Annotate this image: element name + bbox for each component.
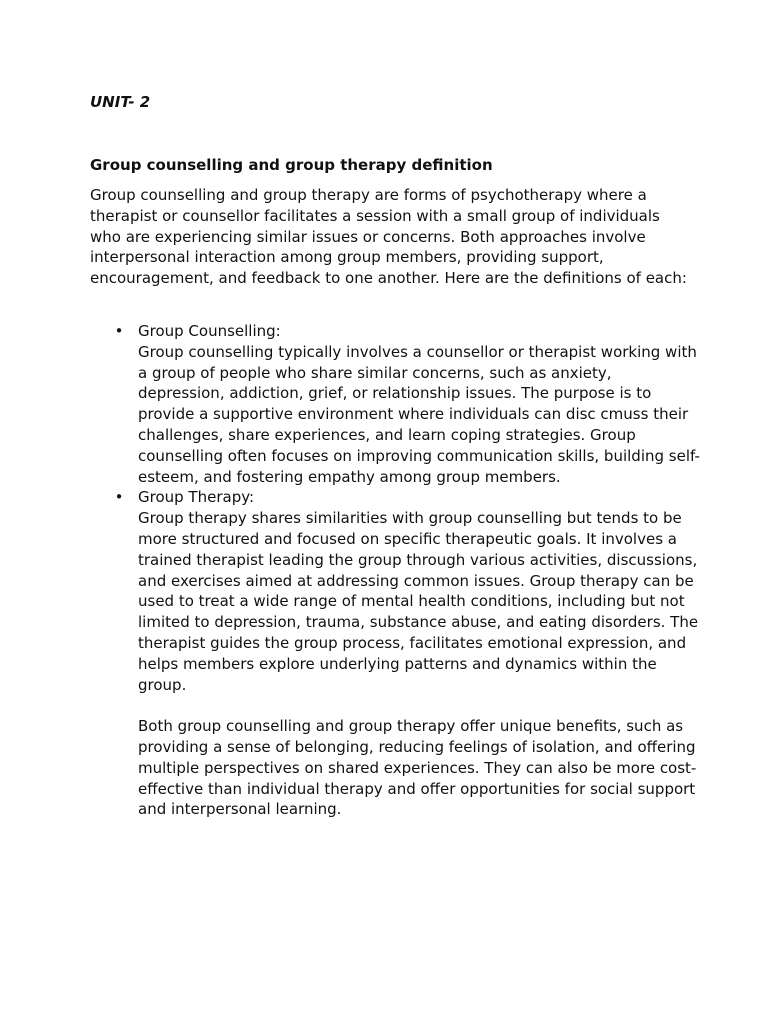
item-body: Group counselling typically involves a counsellor or therapist working with a group of people who share similar concerns, such as anxiety, depression, addiction, grief, or relationship issues. The purpose is to provide a supportive environment where individuals can disc cmuss their challenges, share experiences, and learn coping strategies. Group counselling often focuses on improving communication skills, building self-esteem, and fostering empathy among group members. — [138, 342, 700, 486]
bullet-icon: • — [114, 322, 124, 340]
unit-title: UNIT- 2 — [90, 93, 151, 111]
item-label: Group Therapy: — [138, 488, 255, 507]
item-label: Group Counselling: — [138, 322, 281, 340]
item-body: Group therapy shares similarities with group counselling but tends to be more structured and focused on specific therapeutic goals. It involves a trained therapist leading the group through various activities, discussions, and exercises aimed at addressing common issues. Group therapy can be used to treat a wide range of mental health conditions, including but not limited to depression, trauma, substance abuse, and eating disorders. The therapist guides the group process, facilitates emotional expression, and helps members explore underlying patterns and dynamics within the group. — [138, 509, 699, 694]
intro-paragraph: Group counselling and group therapy are forms of psychotherapy where a therapist or counsellor facilitates a session with a small group of individuals who are experiencing similar issues or concerns. Both approaches involve interpersonal interaction among group members, providing support, encouragement, and feedback to one another. Here are the definitions of each: — [90, 186, 687, 288]
closing-paragraph: Both group counselling and group therapy offer unique benefits, such as providing a sense of belonging, reducing feelings of isolation, and offering multiple perspectives on shared experiences. They can also be more cost-effective than individual therapy and offer opportunities for social support and interpersonal learning. — [138, 717, 697, 819]
definitions-list — [90, 321, 700, 820]
list-item-group-counselling — [90, 321, 700, 487]
list-item-group-therapy — [90, 487, 700, 820]
section-heading: Group counselling and group therapy definition — [90, 156, 493, 174]
bullet-icon: • — [114, 488, 124, 507]
